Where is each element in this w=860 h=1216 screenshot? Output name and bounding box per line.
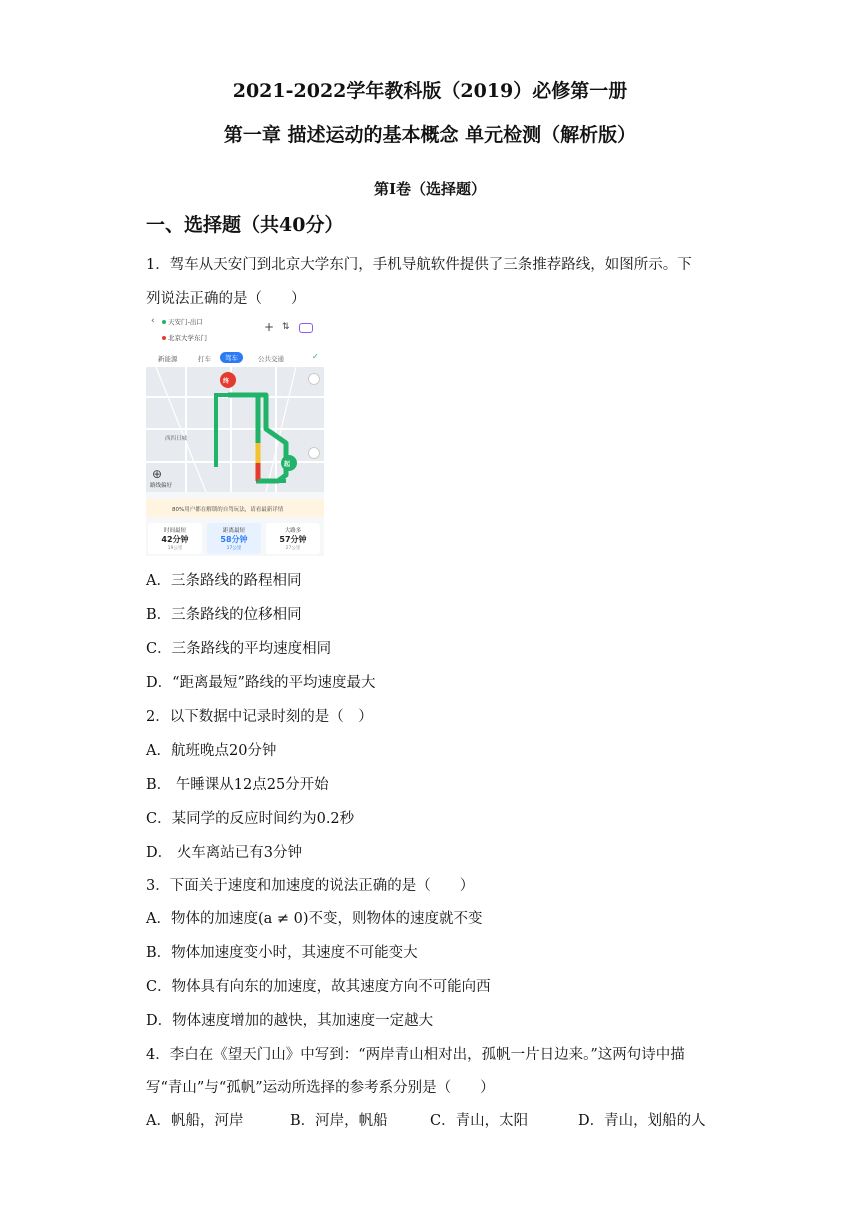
q3-option-b: B．物体加速度变小时，其速度不可能变大 xyxy=(146,945,418,961)
end-marker-label: 终 xyxy=(223,378,230,385)
origin-address: 天安门-出口 xyxy=(168,318,203,326)
route-card-time: 57分钟 xyxy=(279,535,307,544)
q4-stem-line1: 4．李白在《望天门山》中写到：“两岸青山相对出，孤帆一片日边来。”这两句诗中描 xyxy=(146,1047,685,1063)
route-card-time: 58分钟 xyxy=(220,535,248,544)
q3-option-a: A．物体的加速度(a ≠ 0)不变，则物体的速度就不变 xyxy=(146,911,483,927)
origin-dot-icon xyxy=(162,320,166,324)
q3-stem: 3．下面关于速度和加速度的说法正确的是（ ） xyxy=(146,878,475,894)
q2-option-b: B． 午睡课从12点25分开始 xyxy=(146,777,329,793)
q1-stem-line1: 1．驾车从天安门到北京大学东门，手机导航软件提供了三条推荐路线，如图所示。下 xyxy=(146,257,692,273)
q1-option-a: A．三条路线的路程相同 xyxy=(146,573,302,589)
destination-address: 北京大学东门 xyxy=(168,334,207,342)
tab-taxi: 打车 xyxy=(198,355,211,363)
route-card-shortest xyxy=(207,523,261,554)
tab-public-transit: 公共交通 xyxy=(258,355,284,363)
promo-text: 80%用户都在解锁的自驾玩法，请看最新详情 xyxy=(172,507,284,513)
route-card-label: 距离最短 xyxy=(222,528,245,534)
tab-new-energy: 新能源 xyxy=(158,355,178,363)
document-title-line1: 2021-2022学年教科版（2019）必修第一册 xyxy=(232,80,628,102)
add-stop-icon: + xyxy=(264,320,275,334)
q1-stem-line2: 列说法正确的是（ ） xyxy=(146,291,306,307)
traffic-icon xyxy=(308,373,320,385)
route-card-main-roads xyxy=(266,523,320,554)
locate-icon: ⊕ xyxy=(152,467,163,481)
q3-option-d: D．物体速度增加的越快，其加速度一定越大 xyxy=(146,1013,434,1029)
q4-option-c: C．青山，太阳 xyxy=(430,1113,529,1129)
route-green-left xyxy=(216,395,228,467)
map-area-label: 西四日城 xyxy=(165,436,188,442)
nav-mode-tabs xyxy=(146,349,324,367)
q4-option-a: A．帆船，河岸 xyxy=(146,1113,244,1129)
promo-banner xyxy=(146,499,324,517)
route-prefs-label: 路线偏好 xyxy=(150,483,173,489)
swap-icon: ⇅ xyxy=(282,322,290,332)
document-title-line2: 第一章 描述运动的基本概念 单元检测（解析版） xyxy=(223,124,637,146)
assistant-icon xyxy=(299,323,313,333)
route-card-distance: 19公里 xyxy=(167,546,183,551)
route-card-label: 时间最短 xyxy=(163,528,186,534)
route-card-fastest xyxy=(148,523,202,554)
start-marker-label: 起 xyxy=(284,461,291,468)
q1-option-b: B．三条路线的位移相同 xyxy=(146,607,302,623)
section-heading: 一、选择题（共40分） xyxy=(146,214,344,236)
q2-option-c: C．某同学的反应时间约为0.2秒 xyxy=(146,811,355,827)
destination-dot-icon xyxy=(162,336,166,340)
back-icon: ‹ xyxy=(151,316,155,326)
route-card-distance: 17公里 xyxy=(226,546,242,551)
q2-stem: 2．以下数据中记录时刻的是（ ） xyxy=(146,709,373,725)
q4-stem-line2: 写“青山”与“孤帆”运动所选择的参考系分别是（ ） xyxy=(146,1080,495,1096)
map-view xyxy=(146,367,324,492)
route-card-distance: 27公里 xyxy=(285,546,301,551)
q4-option-b: B．河岸，帆船 xyxy=(290,1113,388,1129)
check-icon: ✓ xyxy=(312,352,319,361)
tab-drive: 驾车 xyxy=(220,352,243,363)
q2-option-d: D． 火车离站已有3分钟 xyxy=(146,845,302,861)
route-card-label: 大路多 xyxy=(284,528,302,534)
q2-option-a: A．航班晚点20分钟 xyxy=(146,743,277,759)
q1-option-c: C．三条路线的平均速度相同 xyxy=(146,641,332,657)
q1-option-d: D．“距离最短”路线的平均速度最大 xyxy=(146,675,376,691)
q4-option-d: D．青山，划船的人 xyxy=(578,1113,706,1129)
volume-heading: 第Ⅰ卷（选择题） xyxy=(373,180,487,198)
navigation-screenshot-figure xyxy=(146,313,324,556)
q3-option-c: C．物体具有向东的加速度，故其速度方向不可能向西 xyxy=(146,979,491,995)
route-card-time: 42分钟 xyxy=(161,535,189,544)
nav-topbar xyxy=(146,313,324,349)
layers-icon xyxy=(308,447,320,459)
map-routes-svg xyxy=(146,367,324,492)
